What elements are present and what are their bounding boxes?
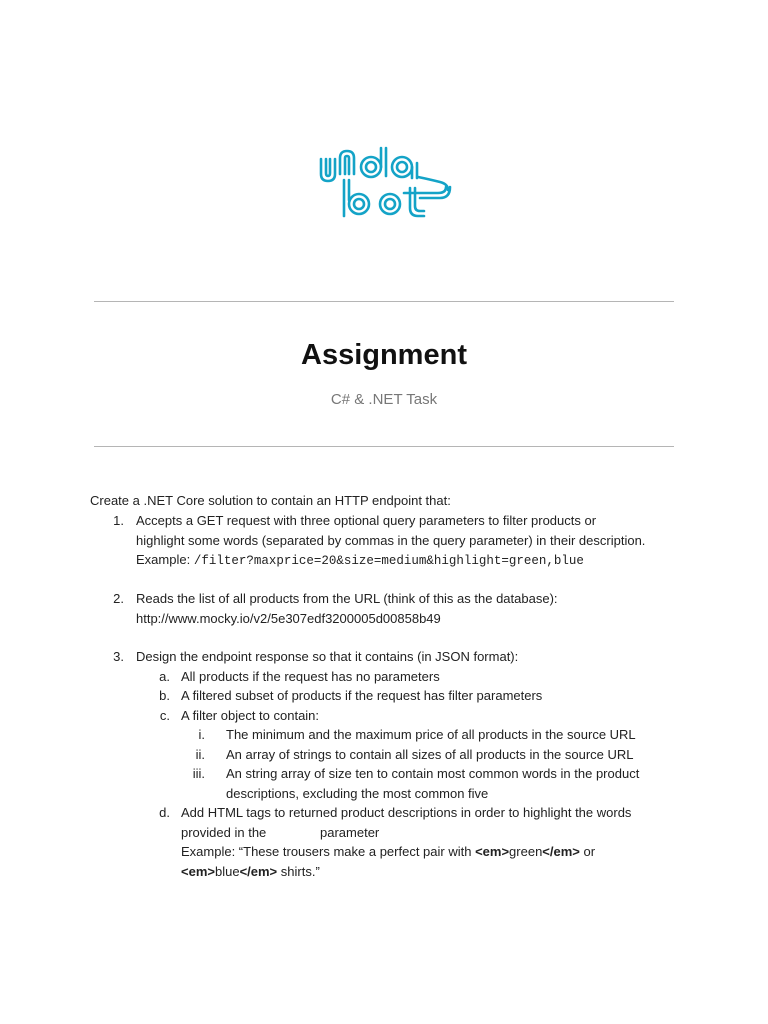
sub-marker-c: c. (159, 707, 170, 723)
top-divider (94, 301, 674, 302)
item-1-example (136, 550, 584, 572)
highlight-example-end: shirts.” (277, 863, 320, 879)
roman-marker-i: i. (198, 727, 205, 742)
sub-item-d-line-2b: parameter (320, 824, 380, 840)
sub-item-b: A filtered subset of products if the request has filter parameters (181, 688, 543, 703)
roman-marker-ii: ii. (195, 746, 205, 762)
roman-item-iii-line-1: An string array of size ten to contain most common words in the product (226, 766, 640, 781)
highlight-example-label: Example: “These trousers make a perfect pair with (181, 844, 476, 859)
em-close-tag-1: </em> (542, 844, 580, 859)
list-marker-3: 3. (113, 649, 124, 664)
item-1-line-2: highlight some words (separated by commas in the query parameter) in their description. (136, 532, 646, 548)
roman-item-ii: An array of strings to contain all sizes of all products in the source URL (226, 746, 634, 762)
highlight-example-or: or (579, 844, 596, 859)
item-3-line-1: Design the endpoint response so that it contains (in JSON format): (136, 649, 519, 664)
example-url-code: /filter?maxprice=20&size=medium&highlight=green,blue (193, 554, 584, 568)
undabot-logo-graphic (316, 146, 452, 220)
roman-marker-iii: iii. (192, 766, 205, 781)
item-2-url: http://www.mocky.io/v2/5e307edf3200005d00858b49 (136, 610, 441, 626)
intro-text: Create a .NET Core solution to contain an HTTP endpoint that: (90, 493, 451, 508)
em-open-tag-1: <em> (475, 844, 510, 859)
sub-item-a: All products if the request has no parameters (181, 668, 440, 684)
example-label: Example: (136, 552, 194, 567)
roman-item-i: The minimum and the maximum price of all products in the source URL (226, 727, 636, 742)
sub-item-c: A filter object to contain: (181, 707, 320, 723)
list-marker-1: 1. (113, 513, 124, 528)
undabot-logo (316, 146, 452, 220)
sub-marker-b: b. (159, 688, 170, 703)
sub-marker-a: a. (159, 668, 170, 684)
page-subtitle: C# & .NET Task (330, 391, 438, 408)
list-marker-2: 2. (113, 591, 124, 606)
bottom-divider (94, 446, 674, 447)
roman-item-iii-line-2: descriptions, excluding the most common five (226, 785, 489, 801)
page-title: Assignment (301, 339, 467, 371)
highlight-word-blue: blue (214, 863, 240, 879)
em-close-tag-2: </em> (239, 863, 278, 879)
item-1-line-1: Accepts a GET request with three optional query parameters to filter products or (136, 513, 597, 528)
item-2-line-1: Reads the list of all products from the URL (think of this as the database): (136, 591, 558, 606)
highlight-example-line-2 (181, 862, 320, 882)
highlight-example-line-1 (181, 842, 595, 862)
sub-marker-d: d. (159, 805, 170, 820)
sub-item-d-line-2a: provided in the (181, 824, 267, 840)
highlight-word-green: green (509, 844, 543, 859)
em-open-tag-2: <em> (181, 863, 215, 879)
sub-item-d-line-1: Add HTML tags to returned product descriptions in order to highlight the words (181, 805, 632, 820)
